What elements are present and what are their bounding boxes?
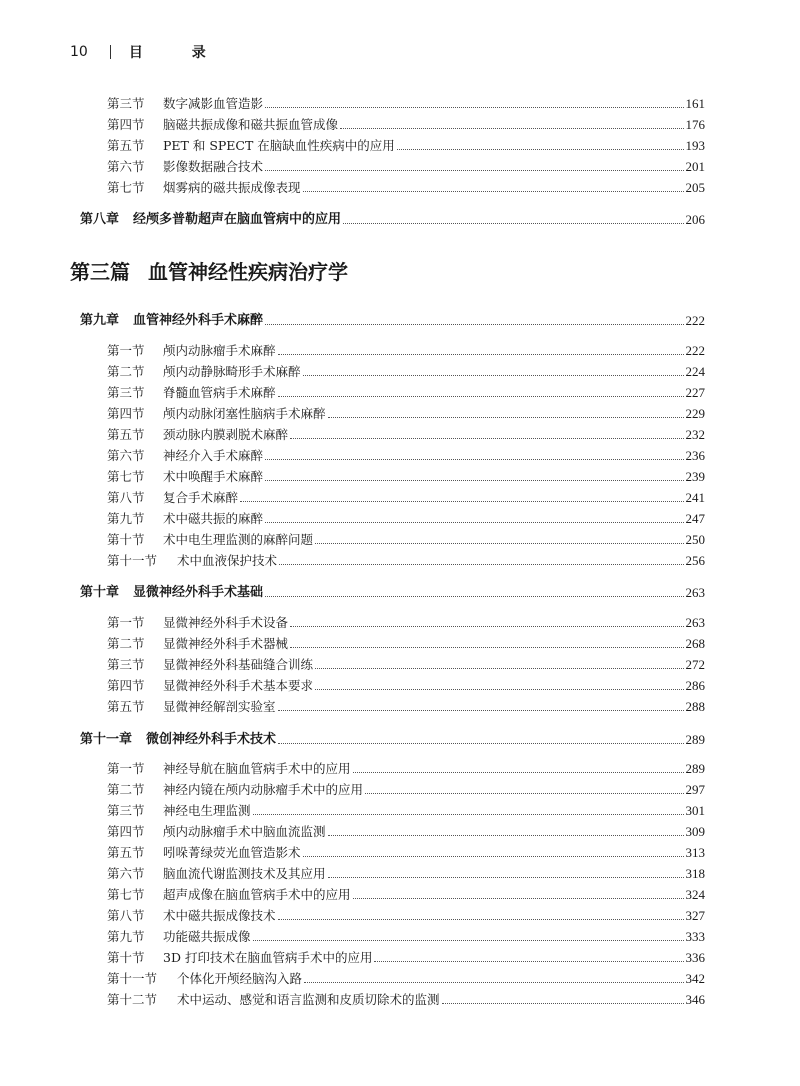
dot-leader	[365, 793, 683, 794]
chapter-entry[interactable]	[80, 309, 705, 329]
dot-leader	[265, 107, 683, 108]
toc-entry[interactable]	[107, 92, 705, 112]
section-title: 显微神经外科基础缝合训练	[163, 657, 314, 672]
section-title: 脊髓血管病手术麻醉	[163, 385, 276, 400]
section-number: 第四节	[107, 678, 145, 693]
section-number: 第二节	[107, 782, 145, 797]
section-number: 第一节	[107, 761, 145, 776]
section-number: 第六节	[107, 448, 145, 463]
toc-entry[interactable]	[107, 799, 705, 819]
page-ref: 232	[685, 427, 705, 442]
page-ref: 236	[685, 448, 705, 463]
dot-leader	[397, 149, 684, 150]
toc-entry[interactable]	[107, 778, 705, 798]
dot-leader	[278, 396, 684, 397]
chapter-title: 微创神经外科手术技术	[146, 732, 277, 747]
toc-entry[interactable]	[107, 674, 705, 694]
page-ref: 297	[685, 782, 705, 797]
toc-entry[interactable]	[107, 988, 705, 1008]
chapter-entry[interactable]	[80, 728, 705, 748]
toc-entry[interactable]	[107, 946, 705, 966]
toc-entry[interactable]	[107, 883, 705, 903]
section-title: 神经内镜在颅内动脉瘤手术中的应用	[163, 782, 364, 797]
page-ref: 268	[685, 636, 705, 651]
section-title: 显微神经解剖实验室	[163, 699, 276, 714]
dot-leader	[279, 564, 683, 565]
page-ref: 346	[685, 992, 705, 1007]
section-title: 颈动脉内膜剥脱术麻醉	[163, 427, 289, 442]
section-title: 显微神经外科手术基本要求	[163, 678, 314, 693]
section-title: 神经介入手术麻醉	[163, 448, 264, 463]
page-ref: 201	[685, 159, 705, 174]
toc-entry[interactable]	[107, 423, 705, 443]
dot-leader	[442, 1003, 684, 1004]
chapter-number: 第九章	[80, 313, 120, 328]
section-title: 复合手术麻醉	[163, 490, 239, 505]
header-divider	[110, 45, 111, 59]
toc-entry[interactable]	[107, 486, 705, 506]
toc-entry[interactable]	[107, 134, 705, 154]
section-number: 第十一节	[107, 553, 158, 568]
section-number: 第九节	[107, 511, 145, 526]
section-title: 颅内动脉闭塞性脑病手术麻醉	[163, 406, 326, 421]
dot-leader	[265, 522, 683, 523]
toc-entry[interactable]	[107, 155, 705, 175]
dot-leader	[315, 543, 683, 544]
dot-leader	[303, 856, 684, 857]
dot-leader	[315, 689, 683, 690]
part-number: 第三篇	[70, 260, 130, 284]
dot-leader	[265, 170, 683, 171]
toc-entry[interactable]	[107, 611, 705, 631]
header-title: 目 录	[128, 45, 228, 61]
page-ref: 241	[685, 490, 705, 505]
toc-entry[interactable]	[107, 507, 705, 527]
section-title: 吲哚菁绿荧光血管造影术	[163, 845, 301, 860]
toc-entry[interactable]	[107, 967, 705, 987]
section-title: 术中唤醒手术麻醉	[163, 469, 264, 484]
page-ref: 227	[685, 385, 705, 400]
chapter-entry[interactable]	[80, 208, 705, 228]
page-ref: 324	[685, 887, 705, 902]
dot-leader	[290, 438, 683, 439]
dot-leader	[328, 835, 684, 836]
section-number: 第四节	[107, 406, 145, 421]
part-title: 血管神经性疾病治疗学	[148, 260, 348, 284]
section-title: 影像数据融合技术	[163, 159, 264, 174]
toc-entry[interactable]	[107, 757, 705, 777]
dot-leader	[304, 982, 683, 983]
section-title: 神经导航在脑血管病手术中的应用	[163, 761, 351, 776]
section-number: 第一节	[107, 343, 145, 358]
dot-leader	[340, 128, 683, 129]
page-ref: 206	[685, 212, 705, 227]
page-ref: 342	[685, 971, 705, 986]
page-ref: 289	[685, 732, 705, 747]
dot-leader	[253, 940, 684, 941]
section-number: 第十二节	[107, 992, 158, 1007]
section-number: 第四节	[107, 824, 145, 839]
page-ref: 301	[685, 803, 705, 818]
page-ref: 250	[685, 532, 705, 547]
toc-entry[interactable]	[107, 528, 705, 548]
page-ref: 224	[685, 364, 705, 379]
dot-leader	[353, 772, 684, 773]
page-ref: 222	[685, 343, 705, 358]
page-header	[70, 40, 228, 64]
dot-leader	[265, 324, 683, 325]
section-title: 术中运动、感觉和语言监测和皮质切除术的监测	[177, 992, 440, 1007]
toc-entry[interactable]	[107, 381, 705, 401]
dot-leader	[265, 596, 683, 597]
part-heading	[70, 256, 348, 285]
page-ref: 263	[685, 615, 705, 630]
section-title: 功能磁共振成像	[163, 929, 251, 944]
dot-leader	[278, 743, 683, 744]
page-ref: 229	[685, 406, 705, 421]
section-title: 术中磁共振成像技术	[163, 908, 276, 923]
page-ref: 263	[685, 585, 705, 600]
toc-entry[interactable]	[107, 862, 705, 882]
page-ref: 256	[685, 553, 705, 568]
section-title: 颅内动静脉畸形手术麻醉	[163, 364, 301, 379]
section-title: 脑血流代谢监测技术及其应用	[163, 866, 326, 881]
section-number: 第三节	[107, 657, 145, 672]
dot-leader	[343, 223, 683, 224]
page-ref: 247	[685, 511, 705, 526]
page-ref: 336	[685, 950, 705, 965]
section-number: 第五节	[107, 845, 145, 860]
toc-entry[interactable]	[107, 904, 705, 924]
page-ref: 272	[685, 657, 705, 672]
dot-leader	[265, 480, 683, 481]
section-title: 烟雾病的磁共振成像表现	[163, 180, 301, 195]
toc-entry[interactable]	[107, 402, 705, 422]
page-number: 10	[70, 44, 88, 60]
section-title: 术中电生理监测的麻醉问题	[163, 532, 314, 547]
section-number: 第三节	[107, 385, 145, 400]
dot-leader	[374, 961, 683, 962]
page-ref: 309	[685, 824, 705, 839]
section-number: 第一节	[107, 615, 145, 630]
section-title: 显微神经外科手术器械	[163, 636, 289, 651]
page-ref: 313	[685, 845, 705, 860]
section-number: 第八节	[107, 490, 145, 505]
section-number: 第四节	[107, 117, 145, 132]
dot-leader	[265, 459, 683, 460]
section-title: 3D 打印技术在脑血管病手术中的应用	[163, 950, 373, 965]
dot-leader	[290, 626, 683, 627]
toc-entry[interactable]	[107, 925, 705, 945]
section-title: 超声成像在脑血管病手术中的应用	[163, 887, 351, 902]
dot-leader	[328, 877, 684, 878]
chapter-number: 第十一章	[80, 732, 133, 747]
section-number: 第七节	[107, 469, 145, 484]
page-ref: 222	[685, 313, 705, 328]
page-ref: 289	[685, 761, 705, 776]
section-number: 第九节	[107, 929, 145, 944]
dot-leader	[253, 814, 684, 815]
dot-leader	[278, 919, 684, 920]
toc-entry[interactable]	[107, 465, 705, 485]
dot-leader	[315, 668, 683, 669]
chapter-title: 显微神经外科手术基础	[133, 585, 264, 600]
section-title: 颅内动脉瘤手术中脑血流监测	[163, 824, 326, 839]
section-number: 第三节	[107, 803, 145, 818]
section-number: 第三节	[107, 96, 145, 111]
section-title: 颅内动脉瘤手术麻醉	[163, 343, 276, 358]
dot-leader	[353, 898, 684, 899]
toc-entry[interactable]	[107, 444, 705, 464]
toc-entry[interactable]	[107, 695, 705, 715]
chapter-number: 第八章	[80, 212, 120, 227]
page-ref: 327	[685, 908, 705, 923]
section-title: 数字减影血管造影	[163, 96, 264, 111]
section-number: 第七节	[107, 180, 145, 195]
section-title: 术中血液保护技术	[177, 553, 278, 568]
toc-entry[interactable]	[107, 113, 705, 133]
section-title: PET 和 SPECT 在脑缺血性疾病中的应用	[163, 138, 395, 153]
section-title: 神经电生理监测	[163, 803, 251, 818]
section-number: 第十一节	[107, 971, 158, 986]
section-number: 第五节	[107, 699, 145, 714]
section-number: 第十节	[107, 532, 145, 547]
toc-entry[interactable]	[107, 176, 705, 196]
section-number: 第六节	[107, 866, 145, 881]
dot-leader	[290, 647, 683, 648]
dot-leader	[328, 417, 684, 418]
section-number: 第十节	[107, 950, 145, 965]
dot-leader	[278, 710, 684, 711]
dot-leader	[303, 191, 684, 192]
toc-entry[interactable]	[107, 360, 705, 380]
page-ref: 193	[685, 138, 705, 153]
chapter-title: 血管神经外科手术麻醉	[133, 313, 264, 328]
chapter-title: 经颅多普勒超声在脑血管病中的应用	[133, 212, 342, 227]
toc-entry[interactable]	[107, 820, 705, 840]
page-ref: 318	[685, 866, 705, 881]
section-title: 术中磁共振的麻醉	[163, 511, 264, 526]
chapter-entry[interactable]	[80, 581, 705, 601]
page-ref: 286	[685, 678, 705, 693]
dot-leader	[240, 501, 683, 502]
section-title: 脑磁共振成像和磁共振血管成像	[163, 117, 339, 132]
section-number: 第五节	[107, 427, 145, 442]
page-ref: 288	[685, 699, 705, 714]
toc-entry[interactable]	[107, 841, 705, 861]
section-number: 第二节	[107, 364, 145, 379]
section-number: 第六节	[107, 159, 145, 174]
toc-entry[interactable]	[107, 339, 705, 359]
chapter-number: 第十章	[80, 585, 120, 600]
page-ref: 176	[685, 117, 705, 132]
toc-entry[interactable]	[107, 549, 705, 569]
dot-leader	[303, 375, 684, 376]
page-ref: 333	[685, 929, 705, 944]
toc-entry[interactable]	[107, 653, 705, 673]
section-number: 第五节	[107, 138, 145, 153]
page-ref: 239	[685, 469, 705, 484]
section-number: 第二节	[107, 636, 145, 651]
section-title: 显微神经外科手术设备	[163, 615, 289, 630]
page-ref: 205	[685, 180, 705, 195]
toc-entry[interactable]	[107, 632, 705, 652]
page-ref: 161	[685, 96, 705, 111]
section-number: 第八节	[107, 908, 145, 923]
section-title: 个体化开颅经脑沟入路	[177, 971, 303, 986]
dot-leader	[278, 354, 684, 355]
section-number: 第七节	[107, 887, 145, 902]
